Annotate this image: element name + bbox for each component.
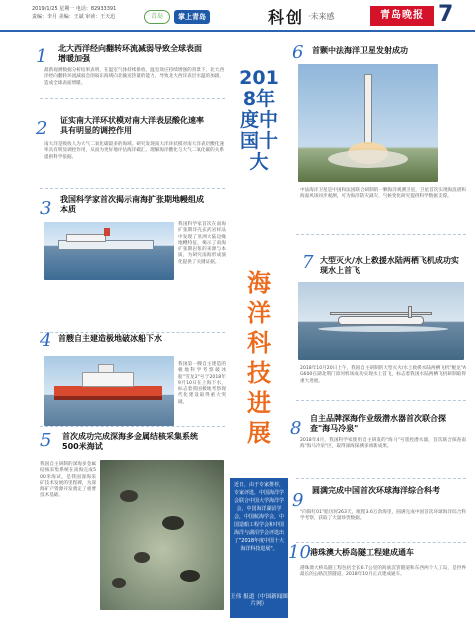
page-number: 7 [438, 2, 454, 27]
item-body: 2018年4月，我国科学家使用自主研发的"海马"号遥控潜水器，首次联合探查南海"海马冷泉"区，取得深海探测多项新成果。 [300, 438, 466, 450]
item-body: 我国自主研制的深海多金属结核采集系统在南海完成500米海试，是我国深海采矿技术发展的里程碑，为深海矿产资源开发奠定了重要技术基础。 [40, 462, 96, 499]
section-title: 科创 [268, 8, 305, 27]
newspaper-logo: 青岛晚报 [370, 6, 434, 26]
item-number: 9 [292, 490, 304, 511]
item-headline: 自主品牌深海作业级潜水器首次联合探查"海马冷泉" [310, 414, 446, 433]
item-body: 我国第一艘自主建造的极地科学考察破冰船"雪龙2"号于2018年9月10日在上海下水，标志着我国极地考察现代化建设取得重大突破。 [178, 362, 226, 405]
vertical-title-blue: 2018年度中国十大 [239, 67, 279, 173]
page-header [0, 0, 475, 32]
ship-photo [44, 222, 174, 280]
item-number: 5 [40, 430, 52, 451]
item-headline: 首次成功完成深海多金属结核采集系统500米海试 [62, 432, 198, 451]
header-meta-date: 2019/1/25 星期一 电话：82933391 [32, 6, 117, 12]
divider [296, 234, 466, 235]
divider [296, 478, 466, 479]
qingdao-app-button[interactable]: 青岛 [144, 10, 170, 24]
vertical-title-orange: 海洋科技进展 [247, 269, 271, 447]
item-body: 中法海洋卫星是中国和法国联合研制的一颗海洋观测卫星，卫星首次实现海浪谱和海面风场同步观测，可为海洋防灾减灾、气候变化研究提供科学数据支撑。 [300, 188, 466, 200]
item-number: 10 [288, 542, 311, 563]
center-intro-text: 近日，由于专家推荐，专家评选，中国海洋学会联合中国大学海洋学会，中国海洋湖沼学会，中国航海学会，中国造船工程学会和中国海洋与湖沼学会评选出了"2018年度中国十大海洋科技进展"。 [233, 482, 285, 552]
item-headline: 证实南大洋环状模对南大洋表层酸化速率具有明显的调控作用 [60, 116, 204, 135]
item-headline: 北大西洋经向翻转环流减弱导致全球表面增暖加强 [58, 44, 202, 63]
item-body: "向阳红01"船历时263天，航程3.6万余海里，圆满完成中国首次环球海洋综合科学考察，获取了大量珍贵数据。 [300, 510, 466, 522]
item-headline: 首颗中法海洋卫星发射成功 [312, 46, 408, 55]
item-number: 6 [292, 42, 304, 63]
item-body: 南大洋是吸收人为大气二氧化碳最多的海域。研究发现南大洋环状模对南大洋表层酸化速率具有明显调控作用，从而为更好地评估海洋碳汇、理解海洋酸化与大气二氧化碳的关系提供科学依据。 [44, 142, 224, 160]
divider [40, 188, 225, 189]
divider [296, 542, 466, 543]
item-headline: 港珠澳大桥岛隧工程建成通车 [310, 548, 414, 557]
section-subtitle: ·未来感 [308, 12, 335, 21]
header-meta-editors: 责编：李月 美编：王斌 审读：王天迅 [32, 14, 116, 20]
seaplane-photo [298, 282, 464, 360]
item-body: 港珠澳大桥岛隧工程包括全长6.7公里的海底沉管隧道和东西两个人工岛，是世界最长的公路沉管隧道，2018年10月正式建成通车。 [300, 566, 466, 578]
item-body: 最新观测数据分析结果表明，在温室气体持续排放、温室效应持续增强的背景下，北大西洋经向翻转环流减弱会削弱东海域向北输送热量的能力，导致北大西洋表层水温的加剧，造成全球表面增暖。 [44, 68, 224, 86]
item-body: 2018年10月20日上午，我国自主研制的大型灭火/水上救援水陆两栖飞机"鲲龙"AG600在湖北荆门漳河机场成功实现水上首飞，标志着我国水陆两栖飞机研制取得重大进展。 [300, 366, 466, 384]
icebreaker-photo [44, 356, 174, 426]
item-body: 我国科学家首次在南海扩张期洋壳玄武岩样品中发现了亚洲大陆边缘地幔特征，揭示了南海扩张期岩浆的来源与本质，为研究南海形成演化提供了关键证据。 [178, 222, 226, 265]
rocket-launch-photo [298, 64, 438, 182]
item-headline: 首艘自主建造极地破冰船下水 [58, 334, 162, 343]
item-headline: 大型灭火/水上救援水陆两栖飞机成功实现水上首飞 [320, 256, 459, 275]
divider [40, 98, 225, 99]
item-number: 8 [290, 418, 302, 439]
item-headline: 我国科学家首次揭示南海扩张期地幔组成本质 [60, 195, 204, 214]
item-number: 7 [302, 252, 314, 273]
item-number: 4 [40, 330, 52, 351]
divider [296, 400, 466, 401]
item-number: 2 [36, 118, 48, 139]
center-intro-signature: 王伟 报道（中国新闻图片网） [230, 594, 288, 607]
item-number: 3 [40, 198, 52, 219]
zhangshang-qingdao-button[interactable]: 掌上青岛 [174, 10, 210, 24]
divider [40, 426, 225, 427]
item-number: 1 [36, 46, 48, 67]
deepsea-nodules-photo [100, 460, 224, 610]
divider [40, 332, 225, 333]
item-headline: 圆满完成中国首次环球海洋综合科考 [312, 486, 440, 495]
